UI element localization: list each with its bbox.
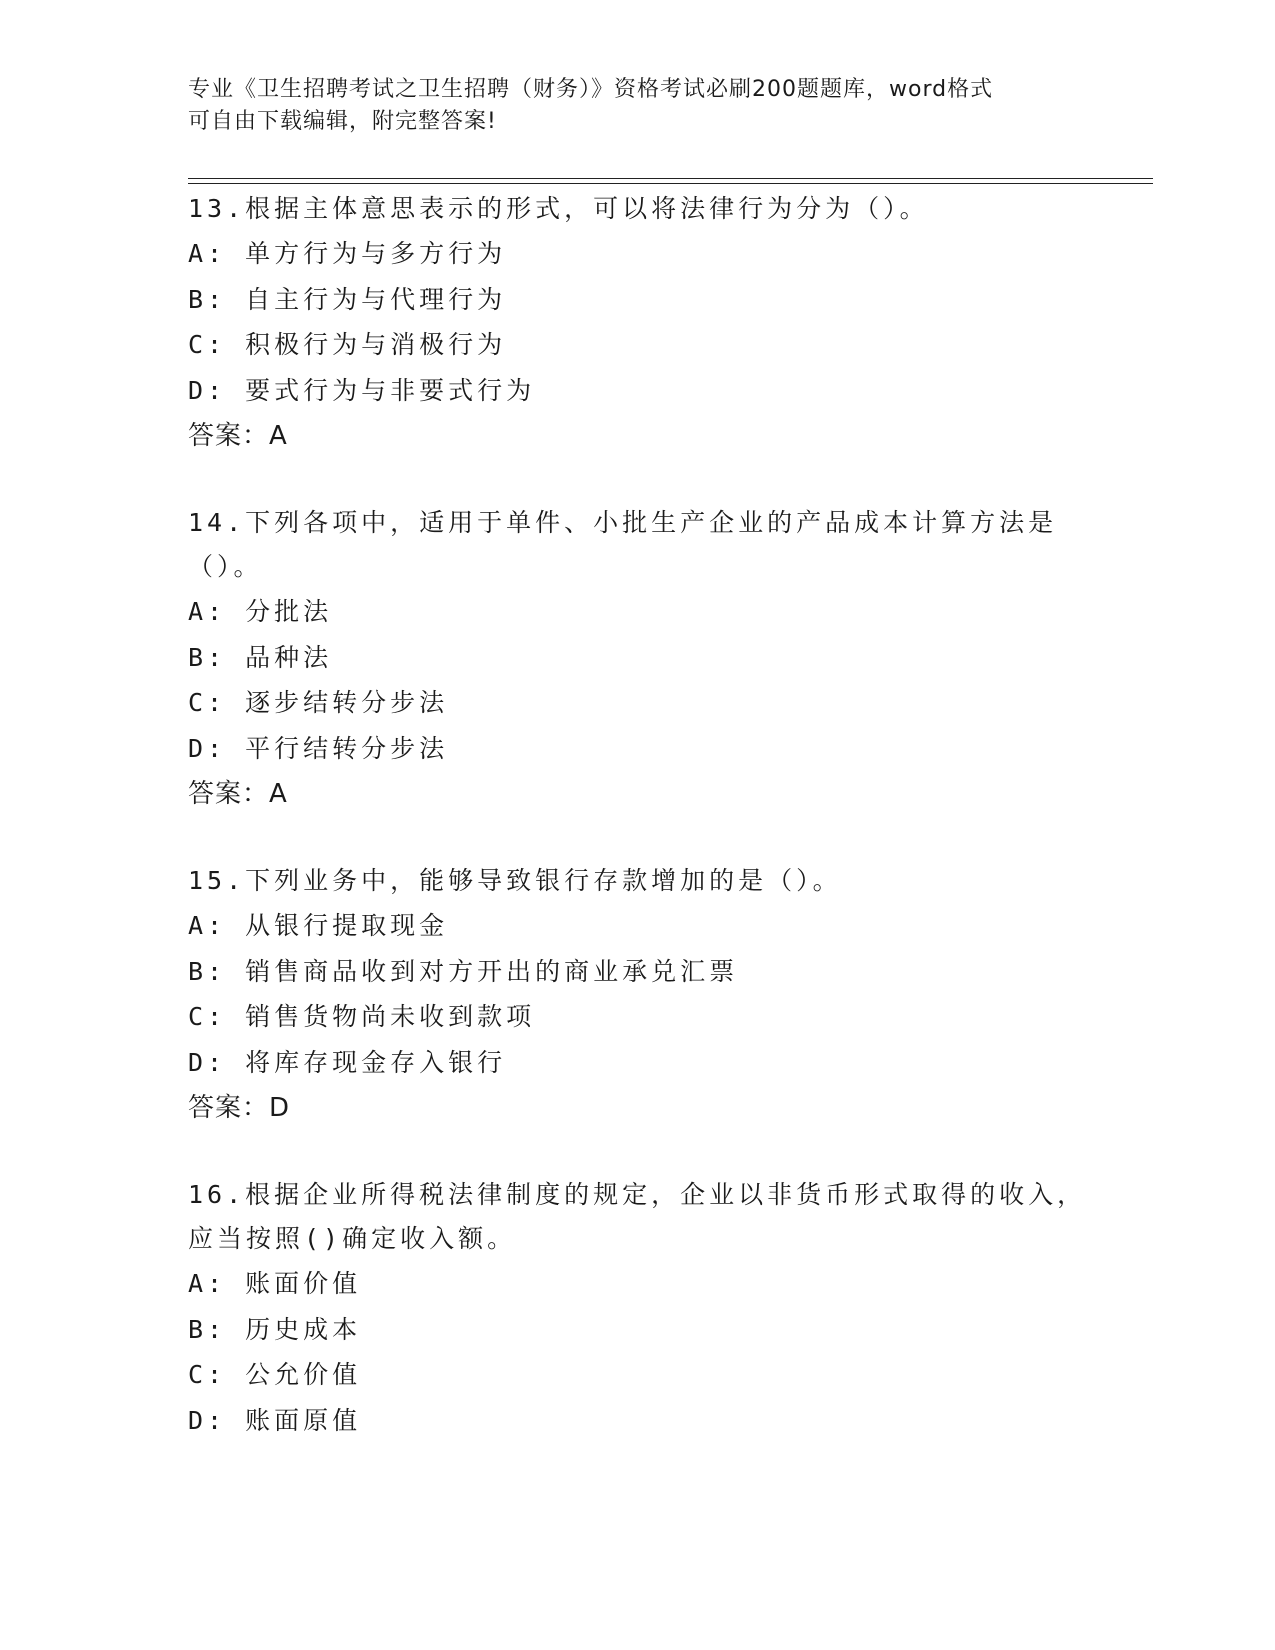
option-b: B: 历史成本 [188, 1314, 362, 1344]
question-13 [188, 187, 1088, 459]
option-c: C: 公允价值 [188, 1360, 362, 1389]
question-stem: 13.根据主体意思表示的形式，可以将法律行为分为（）。 [188, 194, 929, 223]
answer-line: 答案：D [188, 1093, 291, 1123]
option-d: D: 要式行为与非要式行为 [188, 375, 536, 405]
header-divider-bottom [188, 183, 1153, 184]
answer-line: 答案：A [188, 421, 288, 451]
option-c: C: 逐步结转分步法 [188, 688, 449, 717]
option-d: D: 将库存现金存入银行 [188, 1047, 507, 1077]
option-b: B: 销售商品收到对方开出的商业承兑汇票 [188, 956, 739, 986]
question-stem: 16.根据企业所得税法律制度的规定，企业以非货币形式取得的收入，应当按照()确定收入额。 [188, 1180, 1087, 1253]
header-line-1: 专业《卫生招聘考试之卫生招聘（财务）》资格考试必刷200题题库，word格式 [188, 77, 994, 102]
option-c: C: 销售货物尚未收到款项 [188, 1002, 536, 1031]
question-list [188, 187, 1088, 1485]
question-stem: 15.下列业务中，能够导致银行存款增加的是（）。 [188, 866, 842, 895]
option-a: A: 单方行为与多方行为 [188, 239, 507, 268]
option-b: B: 自主行为与代理行为 [188, 284, 507, 314]
option-a: A: 从银行提取现金 [188, 911, 449, 940]
option-d: D: 账面原值 [188, 1405, 362, 1435]
answer-line: 答案：A [188, 779, 288, 809]
header-divider-top [188, 178, 1153, 179]
question-15 [188, 859, 1088, 1131]
question-16 [188, 1173, 1088, 1443]
option-d: D: 平行结转分步法 [188, 733, 449, 763]
question-stem: 14.下列各项中，适用于单件、小批生产企业的产品成本计算方法是（）。 [188, 508, 1058, 581]
option-b: B: 品种法 [188, 642, 333, 672]
option-a: A: 账面价值 [188, 1269, 362, 1298]
document-header [188, 74, 1088, 138]
option-c: C: 积极行为与消极行为 [188, 330, 507, 359]
header-line-2: 可自由下载编辑，附完整答案! [188, 109, 497, 134]
question-14 [188, 501, 1088, 817]
option-a: A: 分批法 [188, 597, 333, 626]
